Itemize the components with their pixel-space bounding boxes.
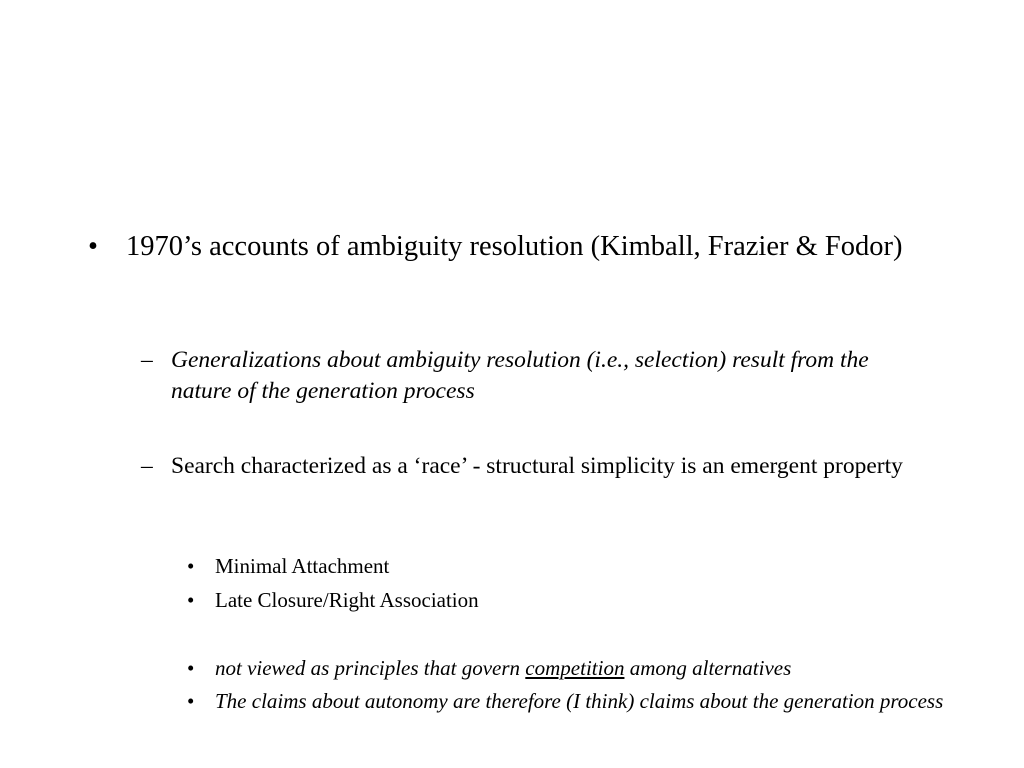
bullet-marker: • bbox=[187, 554, 195, 578]
detail-late-closure bbox=[187, 586, 947, 614]
dash-marker: – bbox=[141, 453, 153, 479]
bullet-marker: • bbox=[88, 231, 98, 262]
main-bullet-item bbox=[88, 229, 938, 265]
detail-autonomy-claims bbox=[187, 687, 947, 715]
dash-marker: – bbox=[141, 347, 153, 373]
sub-point-text: Generalizations about ambiguity resolution (i.e., selection) result from the nature of the generation process bbox=[171, 347, 869, 404]
sub-point-generalizations bbox=[141, 345, 931, 407]
main-bullet-text: 1970’s accounts of ambiguity resolution (Kimball, Frazier & Fodor) bbox=[126, 231, 903, 262]
detail-text: Minimal Attachment bbox=[215, 554, 390, 578]
detail-text bbox=[215, 654, 947, 682]
sub-point-search bbox=[141, 451, 931, 482]
detail-text-after: among alternatives bbox=[624, 656, 792, 680]
bullet-marker: • bbox=[187, 656, 195, 680]
detail-minimal-attachment bbox=[187, 552, 947, 580]
competition-emphasis: competition bbox=[525, 656, 625, 680]
detail-text-before: not viewed as principles that govern bbox=[215, 656, 526, 680]
detail-not-principles bbox=[187, 654, 947, 682]
detail-text: The claims about autonomy are therefore (I think) claims about the generation process bbox=[215, 689, 944, 713]
bullet-marker: • bbox=[187, 689, 195, 713]
bullet-marker: • bbox=[187, 588, 195, 612]
sub-point-text: Search characterized as a ‘race’ - structural simplicity is an emergent property bbox=[171, 453, 903, 479]
detail-text: Late Closure/Right Association bbox=[215, 588, 479, 612]
